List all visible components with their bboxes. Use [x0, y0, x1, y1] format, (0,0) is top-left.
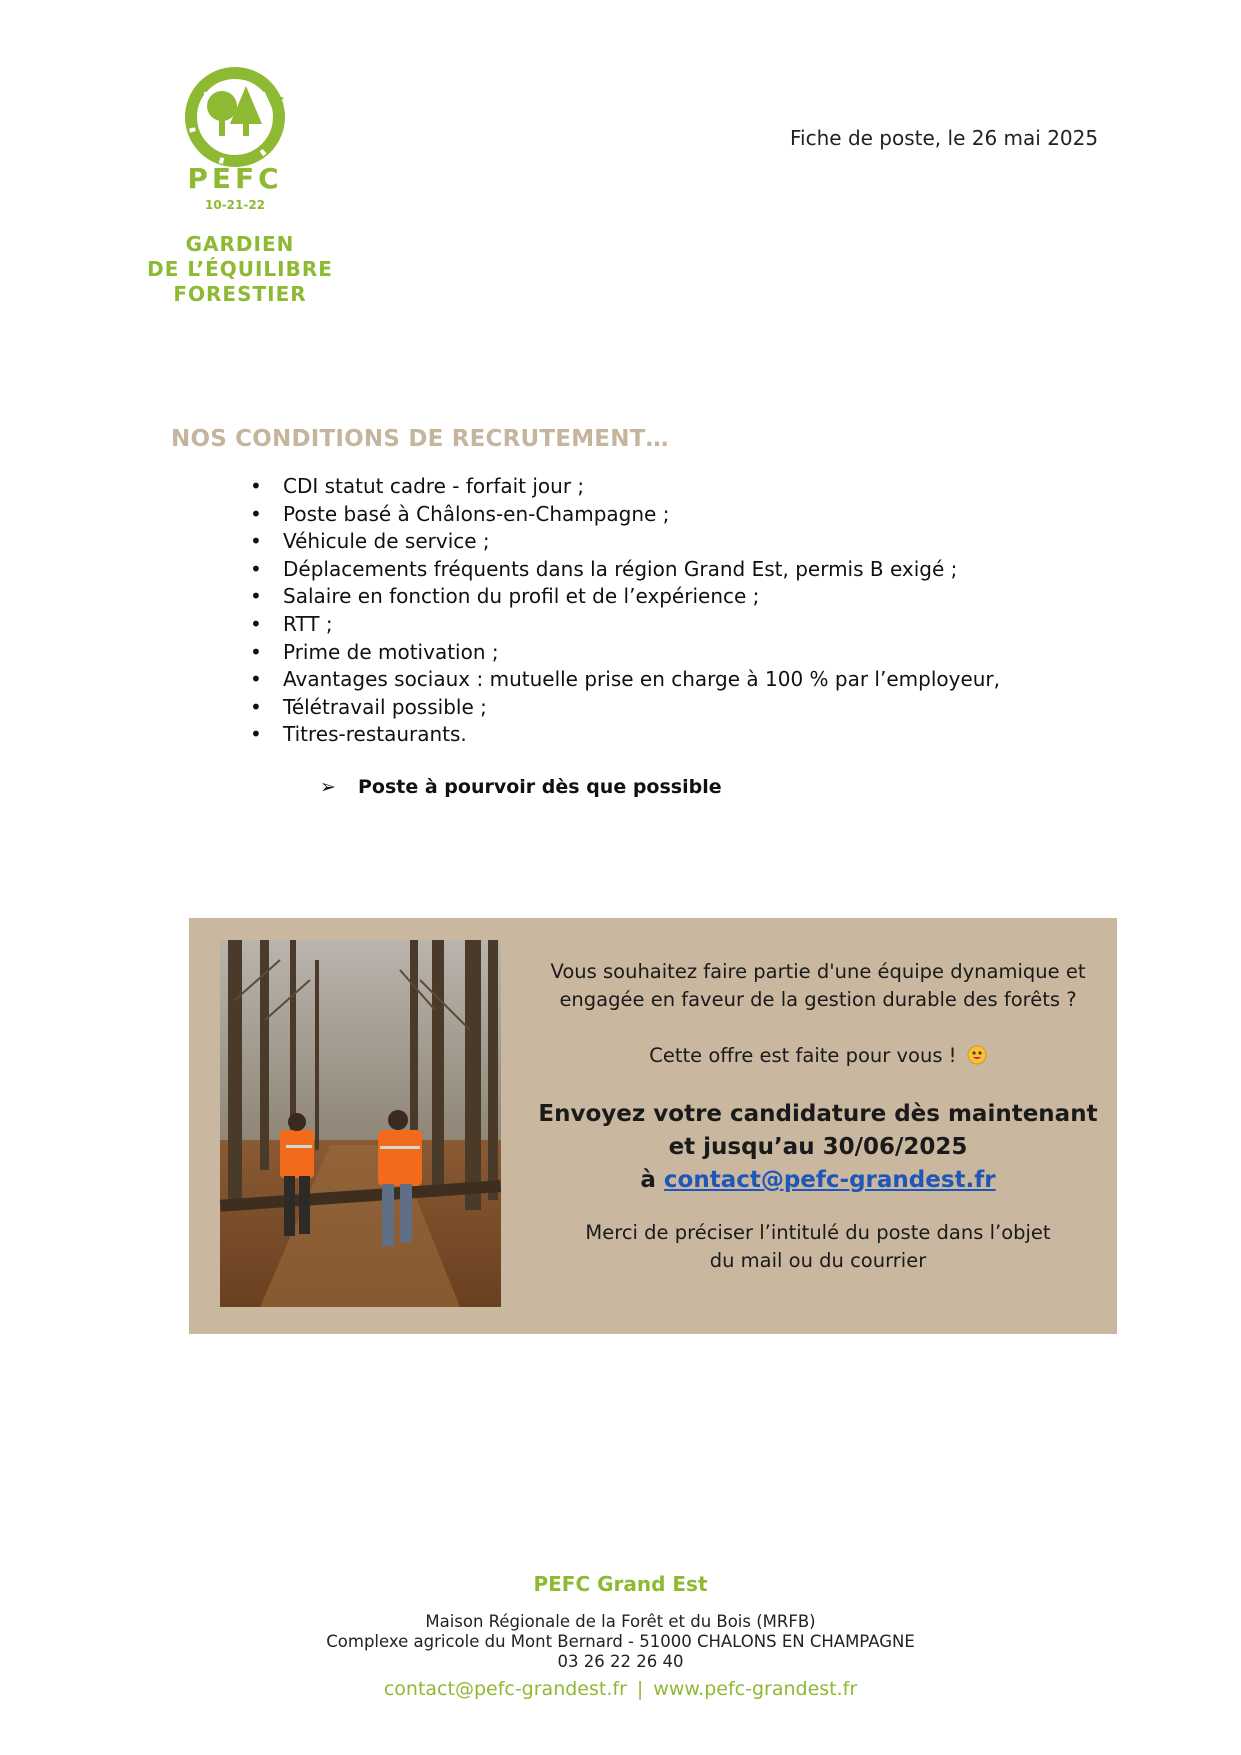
availability-text: Poste à pourvoir dès que possible	[358, 776, 722, 798]
application-email-link[interactable]: contact@pefc-grandest.fr	[663, 1167, 996, 1193]
bullet-icon: •	[250, 529, 262, 554]
forest-workers-photo	[220, 940, 501, 1307]
callout-call-to-action	[519, 1098, 1117, 1197]
bullet-icon: •	[250, 584, 262, 609]
logo-tagline-line: FORESTIER	[173, 282, 307, 306]
list-item-text: Salaire en fonction du profil et de l’expérience ;	[283, 584, 760, 609]
list-item-text: Véhicule de service ;	[283, 529, 490, 554]
list-item-text: Déplacements fréquents dans la région Grand Est, permis B exigé ;	[283, 556, 958, 581]
callout-offer	[519, 1042, 1117, 1070]
smiley-emoji-icon	[967, 1045, 987, 1065]
callout-note-line: du mail ou du courrier	[709, 1249, 927, 1272]
arrow-bullet-icon: ➢	[320, 776, 336, 798]
list-item	[250, 639, 1000, 667]
cta-line: et jusqu’au 30/06/2025	[668, 1134, 968, 1160]
bullet-icon: •	[250, 667, 262, 692]
callout-intro-line: engagée en faveur de la gestion durable des forêts ?	[559, 988, 1077, 1011]
document-footer	[0, 1572, 1241, 1700]
list-item	[250, 694, 1000, 722]
section-heading: NOS CONDITIONS DE RECRUTEMENT…	[171, 426, 669, 452]
cta-email-line	[519, 1164, 1117, 1197]
footer-organization: PEFC Grand Est	[533, 1572, 708, 1596]
cta-prefix: à	[640, 1167, 656, 1193]
availability-line	[320, 776, 722, 798]
callout-intro-line: Vous souhaitez faire partie d'une équipe dynamique et	[550, 960, 1086, 983]
cta-line: Envoyez votre candidature dès maintenant	[538, 1101, 1098, 1127]
document-date: Fiche de poste, le 26 mai 2025	[790, 126, 1099, 150]
bullet-icon: •	[250, 556, 262, 581]
callout-intro	[519, 958, 1117, 1014]
callout-note-line: Merci de préciser l’intitulé du poste dans l’objet	[585, 1221, 1051, 1244]
bullet-icon: •	[250, 722, 262, 747]
logo-wordmark: PEFC	[187, 162, 283, 195]
list-item	[250, 721, 1000, 749]
list-item	[250, 473, 1000, 501]
list-item-text: Poste basé à Châlons-en-Champagne ;	[283, 501, 670, 526]
list-item	[250, 583, 1000, 611]
logo-tagline-line: DE L’ÉQUILIBRE	[147, 257, 333, 281]
list-item-text: Titres-restaurants.	[283, 722, 467, 747]
list-item-text: RTT ;	[283, 611, 333, 636]
bullet-icon: •	[250, 694, 262, 719]
list-item-text: Télétravail possible ;	[283, 694, 487, 719]
list-item-text: CDI statut cadre - forfait jour ;	[283, 474, 585, 498]
footer-separator: |	[636, 1678, 644, 1700]
conditions-list	[250, 473, 1000, 749]
list-item	[250, 611, 1000, 639]
list-item-text: Avantages sociaux : mutuelle prise en charge à 100 % par l’employeur,	[283, 667, 1001, 692]
bullet-icon: •	[250, 611, 262, 636]
footer-contact	[0, 1678, 1241, 1700]
footer-website-link[interactable]: www.pefc-grandest.fr	[653, 1678, 858, 1700]
list-item	[250, 501, 1000, 529]
bullet-icon: •	[250, 474, 262, 498]
logo-tagline-line: GARDIEN	[185, 232, 295, 256]
bullet-icon: •	[250, 501, 262, 526]
pefc-tree-logo-icon	[180, 62, 290, 172]
bullet-icon: •	[250, 639, 262, 664]
forest-photo-illustration	[220, 940, 501, 1307]
application-callout	[189, 918, 1117, 1334]
list-item	[250, 556, 1000, 584]
list-item-text: Prime de motivation ;	[283, 639, 499, 664]
logo-certification-code: 10-21-22	[204, 198, 266, 212]
footer-email-link[interactable]: contact@pefc-grandest.fr	[383, 1678, 627, 1700]
footer-address-line: Complexe agricole du Mont Bernard - 51000 CHALONS EN CHAMPAGNE	[326, 1632, 915, 1651]
logo-tagline	[140, 232, 340, 307]
footer-address-line: Maison Régionale de la Forêt et du Bois (MRFB)	[425, 1612, 816, 1631]
callout-note	[519, 1219, 1117, 1275]
list-item	[250, 528, 1000, 556]
callout-text	[519, 958, 1117, 1275]
pefc-logo	[140, 62, 340, 306]
footer-phone: 03 26 22 26 40	[557, 1652, 684, 1671]
callout-offer-text: Cette offre est faite pour vous !	[649, 1044, 957, 1067]
list-item	[250, 666, 1000, 694]
